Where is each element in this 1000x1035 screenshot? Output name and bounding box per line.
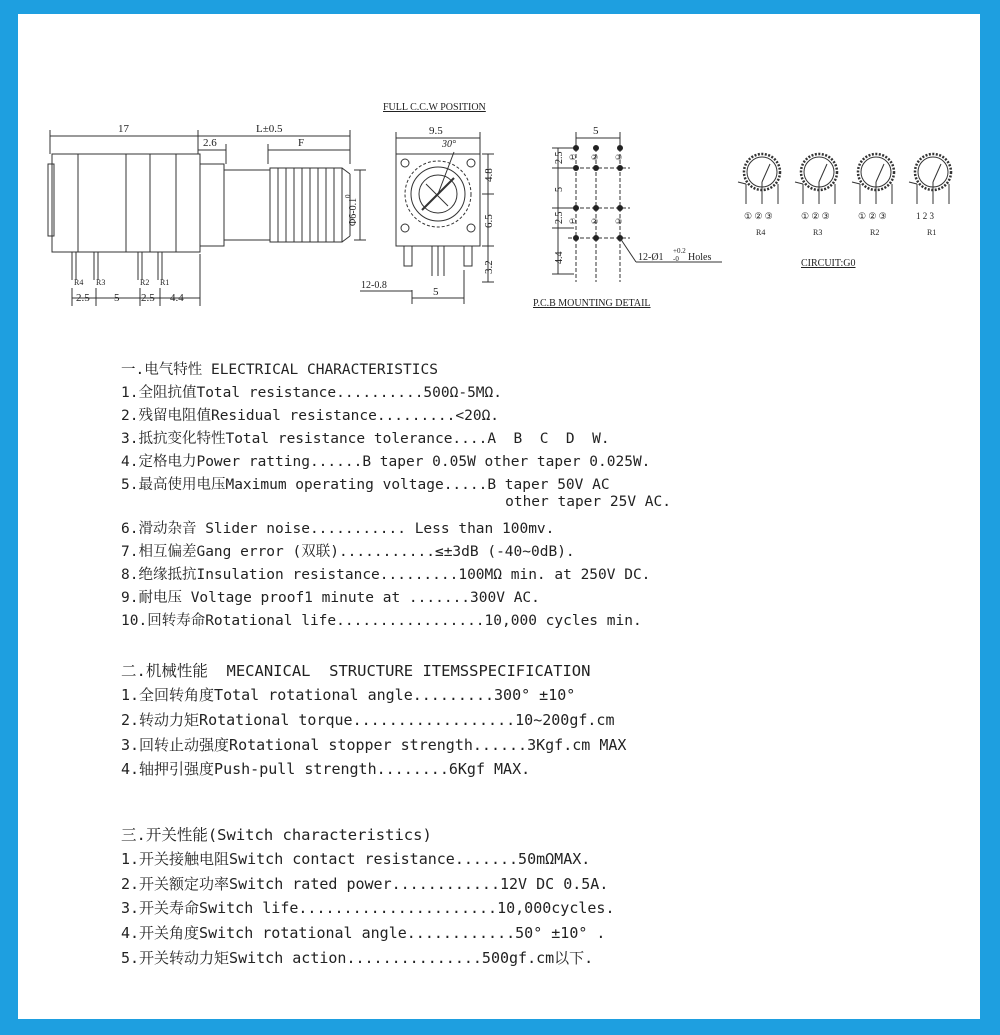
- dim-angle: 30°: [442, 139, 456, 150]
- dim-bottom-3: 2.5: [141, 292, 155, 304]
- circuit-unit-r2: [852, 154, 894, 237]
- circuit-pins-r3: ① ② ③: [801, 211, 830, 221]
- circuit-label-r2: R2: [870, 228, 880, 237]
- switch-item-4: 4.开关角度Switch rotational angle............50° ±10° .: [121, 924, 606, 942]
- pcb-pin-mark-3b: ③: [615, 217, 623, 226]
- pcb-dim-left-1: 2.5: [554, 151, 565, 164]
- circuit-label-r1: R1: [927, 228, 937, 237]
- circuit-diagram: [738, 154, 951, 269]
- pcb-holes-suffix: Holes: [688, 252, 712, 263]
- dim-front-right-1: 4.8: [483, 168, 495, 182]
- pin-label-r3: R3: [96, 278, 106, 287]
- circuit-unit-r3: [795, 154, 837, 237]
- switch-item-5: 5.开关转动力矩Switch action...............500gf.cm以下.: [121, 949, 594, 967]
- dim-body-length: 17: [118, 123, 129, 135]
- pcb-holes-label: 12-Ø1: [638, 252, 664, 263]
- circuit-pins-r4: ① ② ③: [744, 211, 773, 221]
- dim-front-right-3: 3.2: [483, 260, 495, 274]
- electrical-item-8: 8.绝缘抵抗Insulation resistance.........100MΩ min. at 250V DC.: [121, 567, 651, 583]
- dim-pin-pitch: 5: [433, 286, 439, 298]
- electrical-section-title: 一.电气特性 ELECTRICAL CHARACTERISTICS: [121, 362, 438, 378]
- circuit-unit-r4: [738, 154, 780, 237]
- dim-front-right-2: 6.5: [483, 214, 495, 228]
- electrical-item-5: 5.最高使用电压Maximum operating voltage.....B taper 50V AC: [121, 477, 610, 493]
- pcb-dim-left-2: 5: [554, 187, 565, 192]
- mechanical-item-4: 4.轴押引强度Push-pull strength........6Kgf MAX.: [121, 760, 531, 778]
- circuit-unit-r1: [909, 154, 951, 237]
- pcb-dim-top: 5: [593, 125, 599, 137]
- electrical-item-7: 7.相互偏差Gang error (双联)...........≤±3dB (-40~0dB).: [121, 544, 575, 560]
- pcb-pin-mark-2a: ②: [591, 153, 599, 162]
- dim-bottom-1: 2.5: [76, 292, 90, 304]
- front-view-title: FULL C.C.W POSITION: [383, 102, 486, 113]
- dim-shaft-length: L±0.5: [256, 123, 283, 135]
- pcb-pin-mark-2b: ②: [591, 217, 599, 226]
- dim-front-width: 9.5: [429, 125, 443, 137]
- pcb-title: P.C.B MOUNTING DETAIL: [533, 298, 651, 309]
- pin-label-r4: R4: [74, 278, 84, 287]
- pcb-pin-mark-1b: ①: [569, 217, 577, 226]
- pcb-mounting-detail: [533, 125, 722, 309]
- dim-bottom-4: 4.4: [170, 292, 184, 304]
- switch-item-1: 1.开关接触电阻Switch contact resistance.......50mΩMAX.: [121, 850, 591, 868]
- pcb-dim-left-4: 4.4: [554, 251, 565, 264]
- circuit-pins-r2: ① ② ③: [858, 211, 887, 221]
- pin-label-r2: R2: [140, 278, 150, 287]
- pcb-holes-tol-minus: -0: [673, 255, 679, 263]
- dim-shaft-diameter-tol: 0: [344, 194, 352, 198]
- electrical-item-10: 10.回转寿命Rotational life.................10,000 cycles min.: [121, 613, 642, 629]
- electrical-item-4: 4.定格电力Power ratting......B taper 0.05W other taper 0.025W.: [121, 454, 651, 470]
- pcb-pin-mark-1a: ①: [569, 153, 577, 162]
- electrical-item-1: 1.全阻抗值Total resistance..........500Ω-5MΩ.: [121, 385, 502, 401]
- dim-pin-width: 12-0.8: [361, 280, 387, 291]
- dim-bottom-2: 5: [114, 292, 120, 304]
- pin-label-r1: R1: [160, 278, 170, 287]
- electrical-item-5-cont: other taper 25V AC.: [121, 494, 671, 510]
- switch-item-2: 2.开关额定功率Switch rated power............12V DC 0.5A.: [121, 875, 609, 893]
- circuit-title: CIRCUIT:G0: [801, 258, 856, 269]
- technical-drawing: [18, 14, 980, 334]
- pcb-holes-tol-plus: +0.2: [673, 247, 686, 255]
- dim-shaft-diameter: Φ6-0.1: [348, 197, 359, 226]
- front-view: [360, 102, 495, 304]
- mechanical-item-1: 1.全回转角度Total rotational angle.........300° ±10°: [121, 686, 576, 704]
- side-view: [48, 123, 366, 306]
- dim-bushing: 2.6: [203, 137, 217, 149]
- electrical-item-3: 3.抵抗变化特性Total resistance tolerance....A B C D W.: [121, 431, 610, 447]
- circuit-label-r4: R4: [756, 228, 766, 237]
- pcb-dim-left-3: 2.5: [554, 211, 565, 224]
- switch-item-3: 3.开关寿命Switch life......................10,000cycles.: [121, 899, 615, 917]
- datasheet-page: [18, 14, 980, 1019]
- circuit-pins-r1: 1 2 3: [916, 211, 934, 221]
- dim-flat: F: [298, 137, 305, 149]
- electrical-item-6: 6.滑动杂音 Slider noise........... Less than 100mv.: [121, 521, 555, 537]
- circuit-label-r3: R3: [813, 228, 823, 237]
- mechanical-item-3: 3.回转止动强度Rotational stopper strength......3Kgf.cm MAX: [121, 736, 627, 754]
- mechanical-item-2: 2.转动力矩Rotational torque..................10~200gf.cm: [121, 711, 615, 729]
- mechanical-section-title: 二.机械性能 MECANICAL STRUCTURE ITEMSSPECIFICATION: [121, 662, 591, 680]
- switch-section-title: 三.开关性能(Switch characteristics): [121, 826, 432, 844]
- pcb-pin-mark-3a: ③: [615, 153, 623, 162]
- electrical-item-2: 2.残留电阻值Residual resistance.........<20Ω.: [121, 408, 500, 424]
- electrical-item-9: 9.耐电压 Voltage proof1 minute at .......300V AC.: [121, 590, 540, 606]
